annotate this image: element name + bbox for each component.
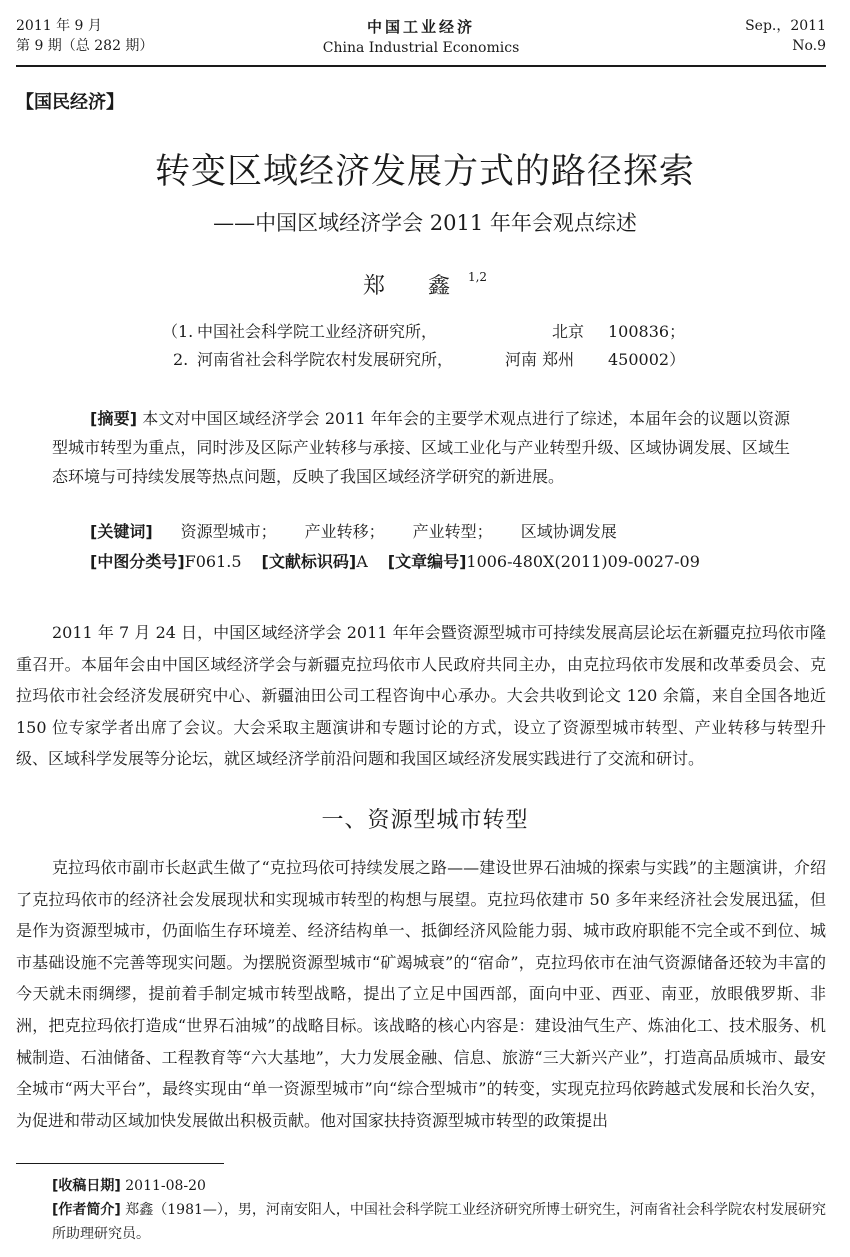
keyword: 产业转型； [412,522,493,541]
section-tag: 【国民经济】 [16,92,124,113]
affiliation-postcode: 100836； [608,322,686,341]
header-issue-en: No.9 [792,38,826,54]
received-date: 2011-08-20 [125,1178,206,1194]
bio-text: 郑鑫（1981—），男，河南安阳人，中国社会科学院工业经济研究所博士研究生，河南省社会科学院农村发展研究所助理研究员。 [52,1202,826,1242]
doc-code-value: A [356,552,368,571]
abstract [52,404,790,491]
article-title: 转变区域经济发展方式的路径探索 [154,152,695,192]
classification-line [90,550,700,574]
article-subtitle: ——中国区域经济学会 2011 年年会观点综述 [213,211,637,235]
affiliation-prefix: 2. [173,350,189,369]
body-paragraph: 克拉玛依市副市长赵武生做了“克拉玛依可持续发展之路——建设世界石油城的探索与实践”的主题演讲，介绍了克拉玛依市的经济社会发展现状和实现城市转型的构想与展望。克拉玛依建市 50 多年来经济社会发展迅猛，但是作为资源型城市，仍面临生存环境差、经济结构单一、抵御经济风险能力弱、城市政府职能不完全或不到位、城市基础设施不完善等现实问题。为摆脱资源型城市“矿竭城衰”的“宿命”，克拉玛依市在油气资源储备还较为丰富的今天就未雨绸缪，提前着手制定城市转型战略，提出了立足中国西部，面向中亚、西亚、南亚，放眼俄罗斯、非洲，把克拉玛依打造成“世界石油城”的战略目标。该战略的核心内容是：建设油气生产、炼油化工、技术服务、机械制造、石油储备、工程教育等“六大基地”，大力发展金融、信息、旅游“三大新兴产业”，打造高品质城市、最安全城市“两大平台”，最终实现由“单一资源型城市”向“综合型城市”的转变，实现克拉玛依跨越式发展和长治久安，为促进和带动区域加快发展做出积极贡献。他对国家扶持资源型城市转型的政策提出 [16,858,826,1130]
keywords-label: [关键词] [90,522,153,541]
affiliation-prefix: （1. [162,322,194,341]
affiliation-city: 北京 [552,322,585,341]
clc-label: [中图分类号] [90,552,185,571]
abstract-text: 本文对中国区域经济学会 2011 年年会的主要学术观点进行了综述，本届年会的议题以资源型城市转型为重点，同时涉及区际产业转移与承接、区域工业化与产业转型升级、区域协调发展、区域生态环境与可持续发展等热点问题，反映了我国区域经济学研究的新进展。 [52,409,790,486]
author-line [0,269,850,300]
footnote-divider [16,1163,224,1164]
header-journal [16,16,826,58]
article-number-label: [文章编号] [387,552,467,571]
doc-code-label: [文献标识码] [261,552,357,571]
journal-name-en: China Industrial Economics [322,40,520,56]
affiliation-org: 河南省社会科学院农村发展研究所， [197,350,454,369]
author-superscript: 1,2 [467,269,488,284]
header-right [745,16,826,56]
footnote-author-bio [52,1198,826,1246]
header-divider [16,65,826,67]
author-name: 郑 鑫 [362,274,468,299]
abstract-label: [摘要] [90,409,138,428]
article-number-value: 1006-480X(2011)09-0027-09 [466,552,700,571]
keyword: 区域协调发展 [520,522,617,541]
keyword: 资源型城市； [180,522,277,541]
received-label: [收稿日期] [52,1178,121,1194]
journal-logo-cn: 中国工业经济 [366,18,475,36]
section-heading: 一、资源型城市转型 [321,808,529,833]
header-issue-cn: 第 9 期（总 282 期） [16,38,154,54]
running-header [16,16,826,66]
body-paragraph: 2011 年 7 月 24 日，中国区域经济学会 2011 年年会暨资源型城市可持续发展高层论坛在新疆克拉玛依市隆重召开。本届年会由中国区域经济学会与新疆克拉玛依市人民政府共同主办，由克拉玛依市发展和改革委员会、克拉玛依市社会经济发展研究中心、新疆油田公司工程咨询中心承办。大会共收到论文 120 余篇，来自全国各地近 150 位专家学者出席了会议。大会采取主题演讲和专题讨论的方式，设立了资源型城市转型、产业转移与转型升级、区域科学发展等分论坛，就区域经济学前沿问题和我国区域经济发展实践进行了交流和研讨。 [16,623,826,769]
bio-label: [作者简介] [52,1202,121,1218]
footnote-received [52,1174,206,1198]
header-date-en: Sep.，2011 [745,18,826,34]
keywords-line [90,520,617,544]
header-date-cn: 2011 年 9 月 [16,18,102,34]
affiliation-postcode: 450002） [608,350,686,369]
affiliation-city: 河南 郑州 [505,350,575,369]
clc-value: F061.5 [184,552,242,571]
affiliation-org: 中国社会科学院工业经济研究所， [197,322,438,341]
keyword: 产业转移； [304,522,385,541]
